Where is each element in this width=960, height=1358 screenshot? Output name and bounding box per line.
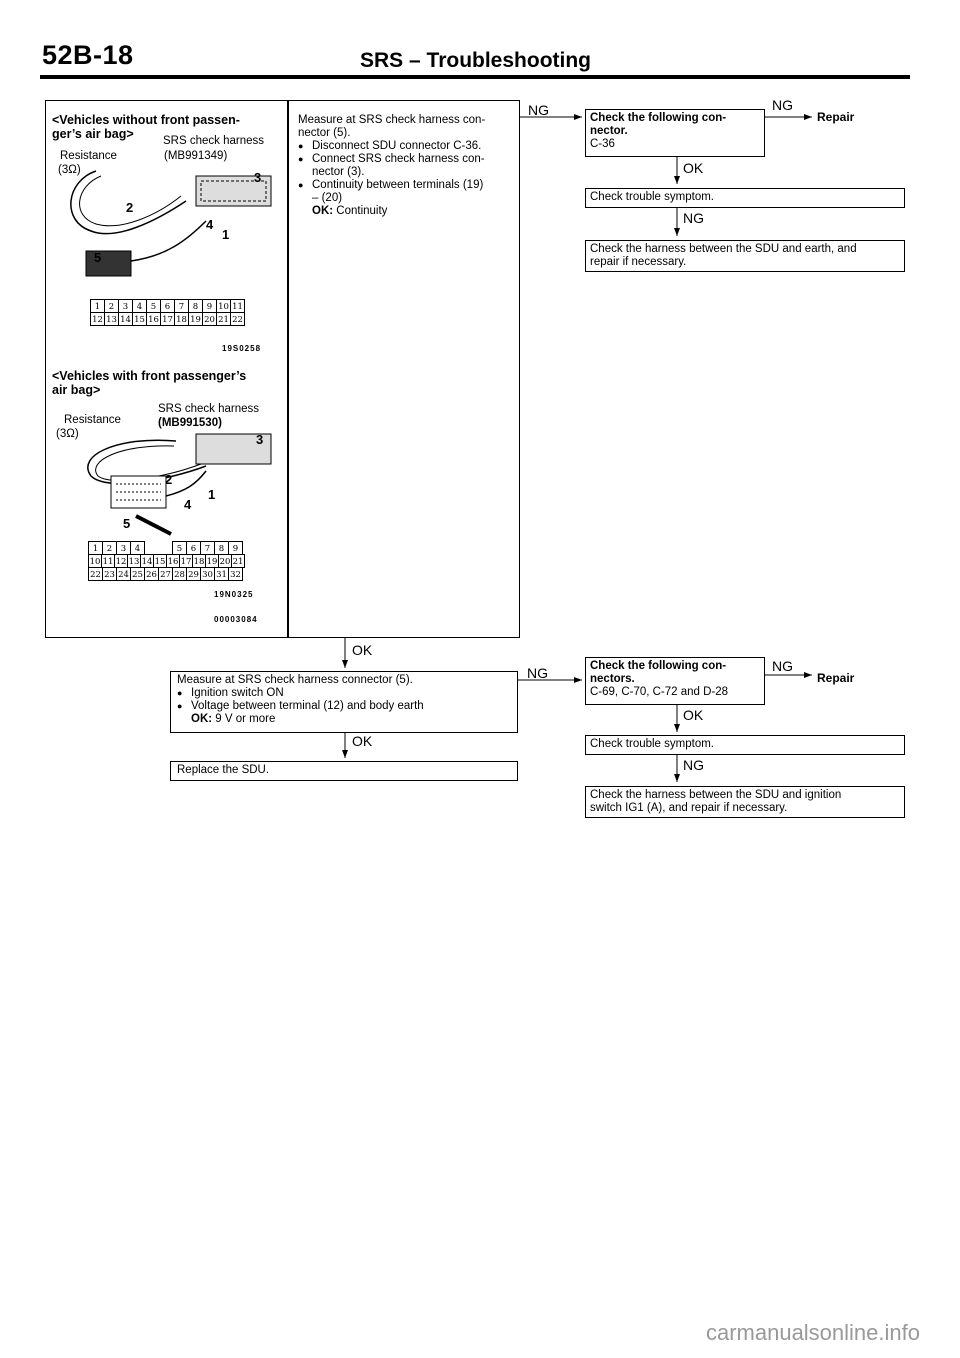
- callout-2-2: 2: [165, 472, 173, 487]
- branch1-trouble-box: Check trouble symptom.: [585, 188, 905, 208]
- branch1-final-2: repair if necessary.: [590, 256, 687, 268]
- terminal-cell: 7: [174, 299, 189, 313]
- branch2-final-box: [585, 786, 905, 818]
- terminal-cell: 24: [116, 567, 131, 581]
- terminal-cell: 27: [158, 567, 173, 581]
- terminal-cell: 21: [231, 554, 245, 568]
- branch1-check-box: [585, 109, 765, 157]
- terminal-cell: 22: [230, 312, 245, 326]
- step2-ok: [177, 713, 513, 726]
- terminal-cell: 18: [192, 554, 206, 568]
- part-number-2: (MB991530): [158, 417, 222, 429]
- terminal-cell: 10: [216, 299, 231, 313]
- branch1-connector: C-36: [590, 138, 615, 150]
- terminal-cell: 14: [140, 554, 154, 568]
- callout-1-3: 3: [254, 170, 262, 185]
- harness-label-2: SRS check harness: [158, 403, 259, 415]
- step2-bullets: [177, 687, 513, 713]
- terminal-cell: 12: [90, 312, 105, 326]
- terminal-cell: 20: [218, 554, 232, 568]
- step2-bullet-1: ● Ignition switch ON: [177, 687, 513, 700]
- harness-label-1: SRS check harness: [163, 135, 264, 147]
- terminal-cell: 20: [202, 312, 217, 326]
- terminal-cell: 29: [186, 567, 201, 581]
- callout-1-5: 5: [94, 250, 102, 265]
- branch1-ng-repair: NG: [772, 97, 793, 113]
- resistance-label-1: Resistance: [60, 150, 117, 162]
- terminal-cell: 17: [160, 312, 175, 326]
- terminal-cell: 11: [230, 299, 245, 313]
- terminal-cell: 16: [166, 554, 180, 568]
- replace-box: Replace the SDU.: [170, 761, 518, 781]
- terminal-cell: 13: [127, 554, 141, 568]
- callout-1-2: 2: [126, 200, 134, 215]
- step1-bullet-2: ● Connect SRS check harness con- nector (3).: [298, 153, 519, 179]
- terminal-cell: 11: [101, 554, 115, 568]
- terminal-cell: 26: [144, 567, 159, 581]
- terminal-cell: 14: [118, 312, 133, 326]
- terminal-cell: 17: [179, 554, 193, 568]
- step2-box: [170, 671, 518, 733]
- ohm-label-2: (3Ω): [56, 428, 79, 440]
- callout-2-5: 5: [123, 516, 131, 531]
- terminal-cell: 7: [200, 541, 215, 555]
- terminal-cell: 5: [172, 541, 187, 555]
- terminal-cell: 3: [118, 299, 133, 313]
- part-number-1: (MB991349): [164, 150, 228, 162]
- callout-2-1: 1: [208, 487, 216, 502]
- terminal-cell: 23: [102, 567, 117, 581]
- terminal-cell: 10: [88, 554, 102, 568]
- terminal-cell: 13: [104, 312, 119, 326]
- branch2-trouble-box: Check trouble symptom.: [585, 735, 905, 755]
- terminal-cell: 4: [130, 541, 145, 555]
- branch2-check-box: [585, 657, 765, 705]
- terminal-cell: 8: [188, 299, 203, 313]
- branch2-final-1: Check the harness between the SDU and ignition: [590, 789, 842, 801]
- figure-panel: [45, 100, 288, 638]
- terminal-grid-1: [90, 299, 244, 325]
- watermark: carmanualsonline.info: [705, 1320, 920, 1345]
- terminal-cell: 8: [214, 541, 229, 555]
- branch2-box-title2: nectors.: [590, 673, 635, 685]
- callout-1-1: 1: [222, 227, 230, 242]
- callout-2-4: 4: [184, 497, 192, 512]
- branch1-box-title2: nector.: [590, 125, 628, 137]
- terminal-cell: 1: [88, 541, 103, 555]
- step1-bullet-1: ● Disconnect SDU connector C-36.: [298, 140, 519, 153]
- step1-line-2: nector (5).: [298, 127, 351, 139]
- terminal-cell: 9: [228, 541, 243, 555]
- heading-2a: <Vehicles with front passenger’s: [52, 369, 247, 383]
- harness-drawing-1: [56, 161, 286, 291]
- terminal-cell: 5: [146, 299, 161, 313]
- terminal-cell: 15: [153, 554, 167, 568]
- step1-ok: [298, 205, 519, 218]
- page-title: SRS – Troubleshooting: [360, 49, 592, 72]
- terminal-cell: 22: [88, 567, 103, 581]
- branch1-repair: Repair: [817, 110, 855, 124]
- flow-ok-1: OK: [352, 642, 373, 658]
- heading-1a: <Vehicles without front passen-: [52, 113, 240, 127]
- terminal-cell: 30: [200, 567, 215, 581]
- terminal-cell: 2: [102, 541, 117, 555]
- branch1-box-title: Check the following con-: [590, 112, 727, 124]
- branch1-ok-label: OK: [683, 160, 704, 176]
- figure-code-1: 19S0258: [222, 344, 262, 353]
- branch2-final-2: switch IG1 (A), and repair if necessary.: [590, 802, 788, 814]
- terminal-cell: 3: [116, 541, 131, 555]
- step1-line-1: Measure at SRS check harness con-: [298, 114, 486, 126]
- branch1-ng-label: NG: [528, 102, 549, 118]
- branch2-ng-repair: NG: [772, 658, 793, 674]
- step2-line: Measure at SRS check harness connector (5).: [177, 674, 413, 686]
- terminal-cell: 12: [114, 554, 128, 568]
- terminal-cell: 6: [160, 299, 175, 313]
- figure-code-3: 00003084: [214, 615, 258, 624]
- flow-ok-2: OK: [352, 733, 373, 749]
- step1-bullet-3: ● Continuity between terminals (19) – (20): [298, 179, 519, 205]
- step1-ok-value: Continuity: [336, 205, 388, 217]
- branch2-ng-label: NG: [527, 665, 548, 681]
- branch2-ng2-label: NG: [683, 757, 704, 773]
- terminal-cell: [158, 541, 173, 555]
- terminal-cell: 21: [216, 312, 231, 326]
- step2-bullet-2: ● Voltage between terminal (12) and body earth: [177, 700, 513, 713]
- terminal-cell: 28: [172, 567, 187, 581]
- terminal-cell: 6: [186, 541, 201, 555]
- callout-1-4: 4: [206, 217, 214, 232]
- heading-1b: ger’s air bag>: [52, 127, 134, 141]
- vehicle-heading-2: [52, 369, 287, 397]
- heading-2b: air bag>: [52, 383, 101, 397]
- branch1-final-1: Check the harness between the SDU and earth, and: [590, 243, 857, 255]
- terminal-grid-2: [88, 541, 244, 580]
- branch2-connectors: C-69, C-70, C-72 and D-28: [590, 686, 729, 698]
- terminal-cell: 9: [202, 299, 217, 313]
- terminal-cell: 16: [146, 312, 161, 326]
- terminal-cell: 15: [132, 312, 147, 326]
- step1-box: [288, 100, 520, 638]
- terminal-cell: 2: [104, 299, 119, 313]
- branch2-box-title: Check the following con-: [590, 660, 727, 672]
- branch1-final-box: [585, 240, 905, 272]
- step2-ok-label: OK:: [191, 713, 213, 725]
- branch2-ok-label: OK: [683, 707, 704, 723]
- terminal-cell: 25: [130, 567, 145, 581]
- branch1-ng2-label: NG: [683, 210, 704, 226]
- page-number: 52B-18: [42, 40, 134, 70]
- terminal-cell: 32: [228, 567, 243, 581]
- step2-ok-value: 9 V or more: [215, 713, 276, 725]
- step1-bullets: [298, 140, 519, 205]
- terminal-cell: 4: [132, 299, 147, 313]
- callout-2-3: 3: [256, 432, 264, 447]
- figure-code-2: 19N0325: [214, 590, 254, 599]
- ohm-label-1: (3Ω): [58, 164, 81, 176]
- terminal-cell: [144, 541, 159, 555]
- terminal-cell: 18: [174, 312, 189, 326]
- branch2-repair: Repair: [817, 671, 855, 685]
- terminal-cell: 1: [90, 299, 105, 313]
- terminal-cell: 31: [214, 567, 229, 581]
- terminal-cell: 19: [188, 312, 203, 326]
- step1-ok-label: OK:: [312, 205, 334, 217]
- resistance-label-2: Resistance: [64, 414, 121, 426]
- terminal-cell: 19: [205, 554, 219, 568]
